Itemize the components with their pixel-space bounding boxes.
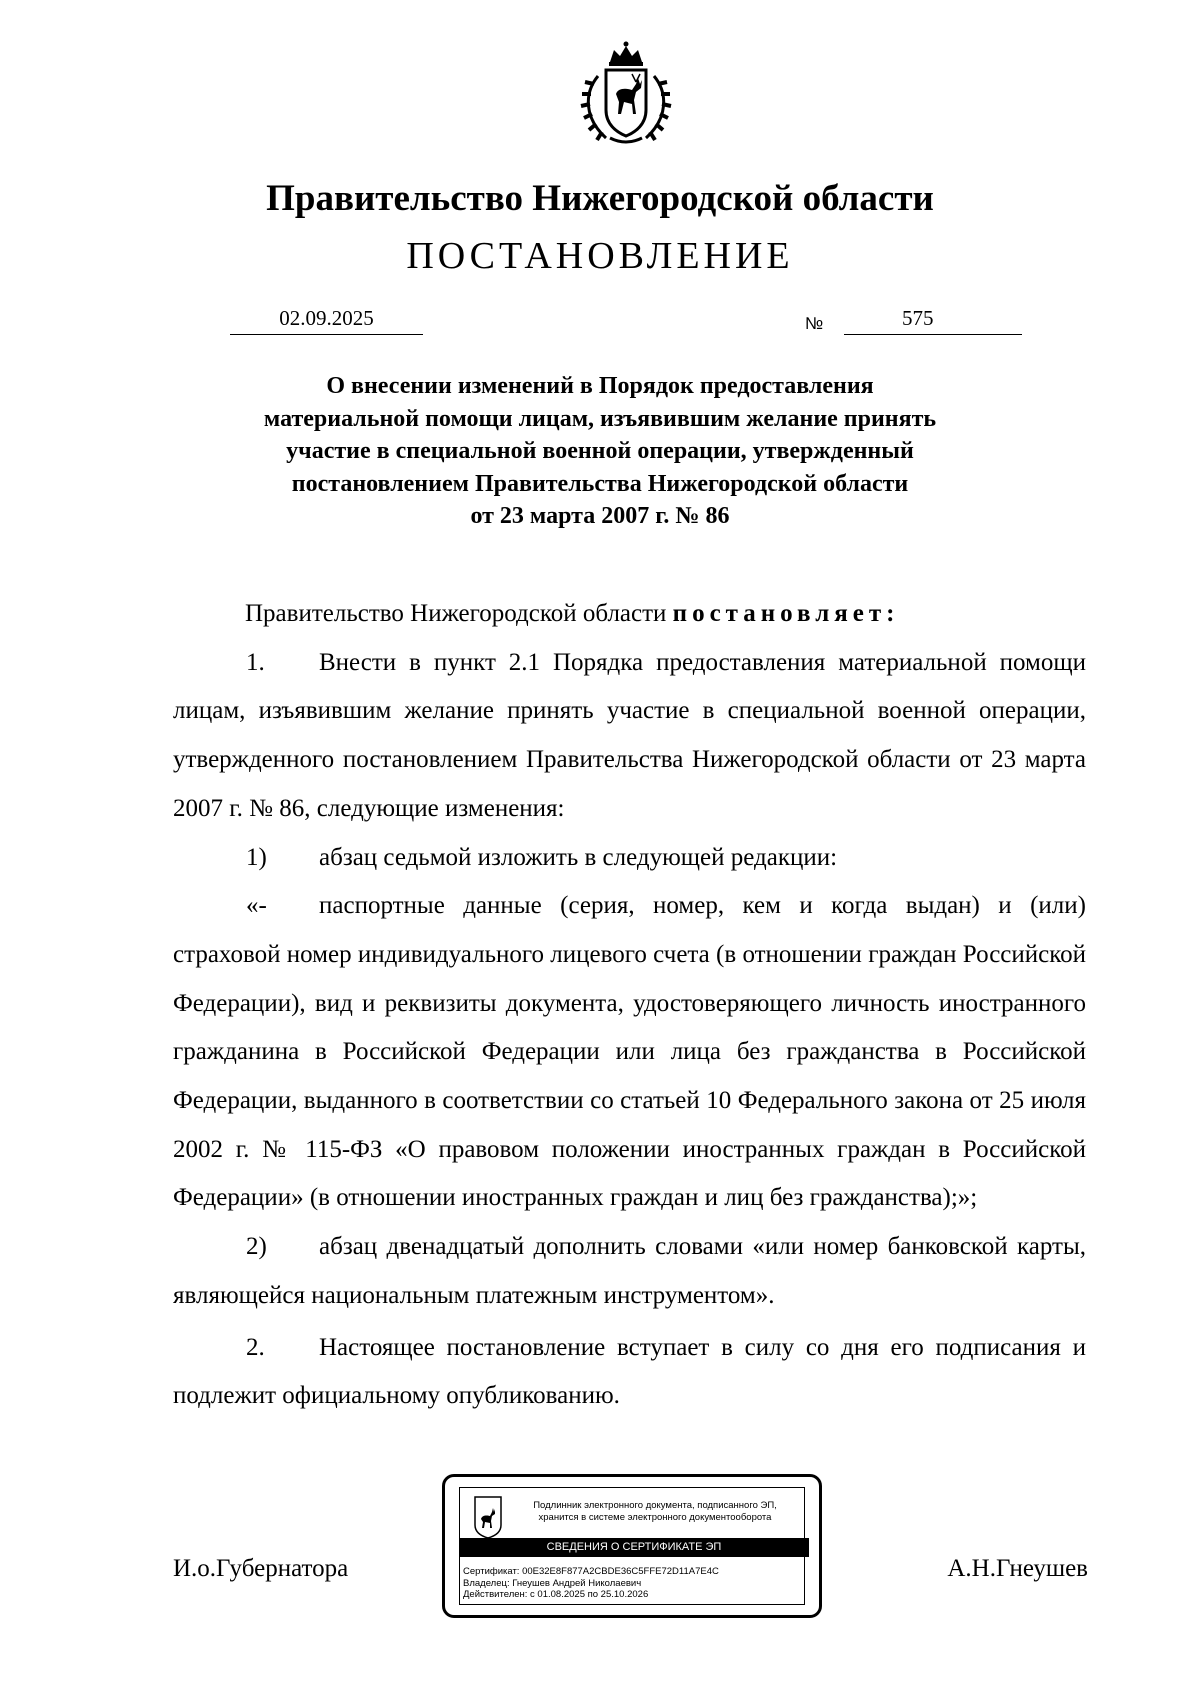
nizhny-novgorod-coat-of-arms-icon [566,38,686,150]
subitem-2-paragraph [173,1223,1086,1320]
subitem-1-marker: 1) [246,843,267,871]
quoted-text: паспортные данные (серия, номер, кем и когда выдан) и (или) страховой номер индивидуального лицевого счета (в отношении граждан Российской Федерации), вид и реквизиты документа, удостоверяющего личность иностранного гражданина в Российской Федерации или лица без гражданства в Российской Федерации, выданного в соответствии со статьей 10 Федерального закона от 25 июля 2002 г. № 115-ФЗ «О правовом положении иностранных граждан в Российской Федерации» (в отношении иностранных граждан и лиц без гражданства);»; [173,892,1086,1212]
electronic-signature-stamp [442,1474,822,1618]
document-body [173,590,1086,1421]
intro-text: Правительство Нижегородской области [245,600,667,627]
subject-line: материальной помощи лицам, изъявившим желание принять [263,405,937,432]
decree-keyword: постановляет: [672,600,900,627]
intro-paragraph [173,590,1086,639]
subject-line: О внесении изменений в Порядок предоставления [326,373,874,399]
item-1-text: Внести в пункт 2.1 Порядка предоставления материальной помощи лицам, изъявившим желание принять участие в специальной военной операции, утвержденного постановлением Правительства Нижегородской области от 23 марта 2007 г. № 86, следующие изменения: [173,648,1086,822]
subitem-1-text: абзац седьмой изложить в следующей редакции: [319,843,838,871]
item-1-marker: 1. [246,648,265,676]
document-subject [0,370,1200,533]
document-date: 02.09.2025 [230,305,423,335]
certificate-info [463,1566,719,1601]
quote-marker: «- [246,892,267,920]
subject-line: участие в специальной военной операции, утвержденный [286,438,914,464]
document-number: 575 [902,306,934,330]
subitem-1-paragraph [173,834,1086,883]
item-1-paragraph [173,639,1086,834]
subitem-2-marker: 2) [246,1233,267,1261]
certificate-banner: СВЕДЕНИЯ О СЕРТИФИКАТЕ ЭП [459,1538,809,1557]
signatory-name: А.Н.Гнеушев [947,1555,1088,1582]
stamp-note-line: хранится в системе электронного документооборота [538,1512,772,1523]
deer-emblem-icon [473,1495,503,1539]
certificate-owner: Владелец: Гнеушев Андрей Николаевич [463,1577,642,1589]
stamp-note-line: Подлинник электронного документа, подписанного ЭП, [533,1500,777,1511]
document-type: ПОСТАНОВЛЕНИЕ [406,235,794,277]
item-2-marker: 2. [246,1333,265,1361]
stamp-note [510,1500,800,1524]
subject-line: от 23 марта 2007 г. № 86 [470,503,730,529]
quoted-paragraph [173,882,1086,1223]
organization-title: Правительство Нижегородской области [266,178,934,219]
document-number-field [844,305,1022,335]
subject-line: постановлением Правительства Нижегородской области [291,470,909,497]
item-2-paragraph [173,1324,1086,1421]
number-label: № [805,314,824,333]
certificate-validity: Действителен: с 01.08.2025 по 25.10.2026 [463,1589,649,1600]
certificate-serial: Сертификат: 00E32E8F877A2CBDE36C5FFE72D11A7E4C [463,1566,719,1577]
subitem-2-text: абзац двенадцатый дополнить словами «или номер банковской карты, являющейся национальным платежным инструментом». [173,1233,1086,1309]
signatory-position: И.о.Губернатора [173,1555,349,1582]
item-2-text: Настоящее постановление вступает в силу со дня его подписания и подлежит официальному опубликованию. [173,1333,1086,1410]
